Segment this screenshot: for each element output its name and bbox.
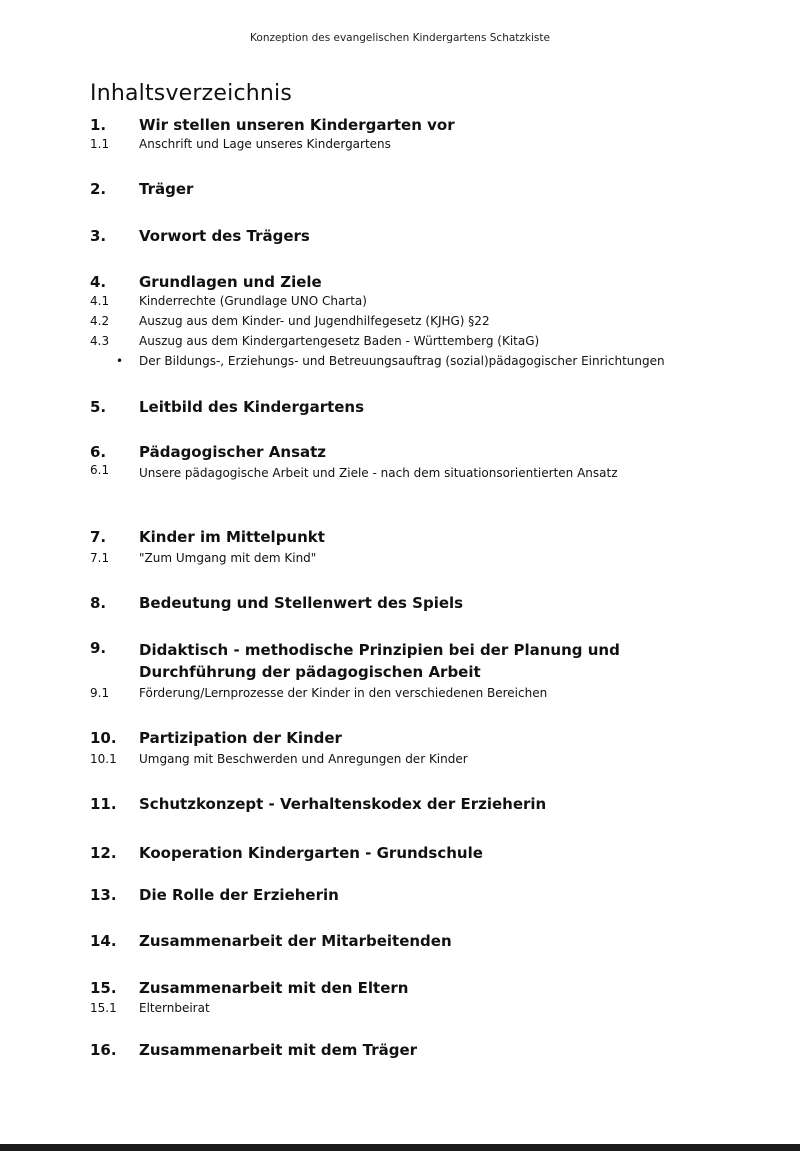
toc-section-number: 12. [90,844,117,862]
toc-section-title: Kinder im Mittelpunkt [139,528,325,546]
toc-section-number: 9. [90,639,107,657]
toc-subsection-title: Förderung/Lernprozesse der Kinder in den verschiedenen Bereichen [139,686,548,700]
toc-subsection-title: Auszug aus dem Kindergartengesetz Baden - Württemberg (KitaG) [139,334,540,348]
toc-section-title: Schutzkonzept - Verhaltenskodex der Erzieherin [139,795,547,813]
toc-subsection-title: Elternbeirat [139,1001,210,1015]
page-bottom-edge [0,1144,800,1151]
toc-section-number: 10. [90,729,117,747]
toc-subsection-number: 10.1 [90,752,117,766]
toc-section-number: 2. [90,180,107,198]
toc-subsection-title: "Zum Umgang mit dem Kind" [139,551,317,565]
bullet-icon: • [116,354,124,368]
toc-section-number: 13. [90,886,117,904]
toc-section-title: Didaktisch - methodische Prinzipien bei der Planung und Durchführung der pädagogischen Arbeit [139,641,620,681]
toc-section-title: Zusammenarbeit mit dem Träger [139,1041,418,1059]
toc-subsection-number: 4.2 [90,314,110,328]
toc-subsection-title: Kinderrechte (Grundlage UNO Charta) [139,294,367,308]
toc-subsection-number: 4.3 [90,334,110,348]
toc-section-number: 16. [90,1041,117,1059]
toc-subsection-number: 6.1 [90,463,110,477]
toc-section-title: Pädagogischer Ansatz [139,443,327,461]
toc-section-title: Zusammenarbeit mit den Eltern [139,979,409,997]
toc-section-number: 7. [90,528,107,546]
toc-section-number: 6. [90,443,107,461]
toc-subsection-number: 1.1 [90,137,110,151]
toc-subsection-title: Unsere pädagogische Arbeit und Ziele - nach dem situationsorientierten Ansatz [139,466,618,480]
toc-section-title: Leitbild des Kindergartens [139,398,365,416]
toc-section-title: Partizipation der Kinder [139,729,342,747]
toc-section-title: Wir stellen unseren Kindergarten vor [139,116,455,134]
toc-section-title: Grundlagen und Ziele [139,273,322,291]
toc-section-number: 1. [90,116,107,134]
toc-section-number: 5. [90,398,107,416]
page-header: Konzeption des evangelischen Kindergartens Schatzkiste [250,32,550,44]
toc-bullet-title: Der Bildungs-, Erziehungs- und Betreuungsauftrag (sozial)pädagogischer Einrichtungen [139,354,665,368]
page-title: Inhaltsverzeichnis [90,81,293,106]
toc-subsection-number: 7.1 [90,551,110,565]
toc-section-title: Träger [139,180,194,198]
toc-subsection-title: Anschrift und Lage unseres Kindergartens [139,137,391,151]
toc-subsection-number: 4.1 [90,294,110,308]
toc-section-title: Vorwort des Trägers [139,227,310,245]
toc-section-title: Die Rolle der Erzieherin [139,886,339,904]
toc-section-number: 4. [90,273,107,291]
toc-section-title: Zusammenarbeit der Mitarbeitenden [139,932,452,950]
toc-section-title: Bedeutung und Stellenwert des Spiels [139,594,464,612]
toc-subsection-title: Umgang mit Beschwerden und Anregungen der Kinder [139,752,468,766]
toc-section-title: Kooperation Kindergarten - Grundschule [139,844,483,862]
toc-subsection-number: 9.1 [90,686,110,700]
toc-section-number: 8. [90,594,107,612]
toc-section-number: 3. [90,227,107,245]
toc-section-number: 11. [90,795,117,813]
toc-subsection-number: 15.1 [90,1001,117,1015]
toc-subsection-title: Auszug aus dem Kinder- und Jugendhilfegesetz (KJHG) §22 [139,314,490,328]
toc-section-number: 15. [90,979,117,997]
toc-section-number: 14. [90,932,117,950]
